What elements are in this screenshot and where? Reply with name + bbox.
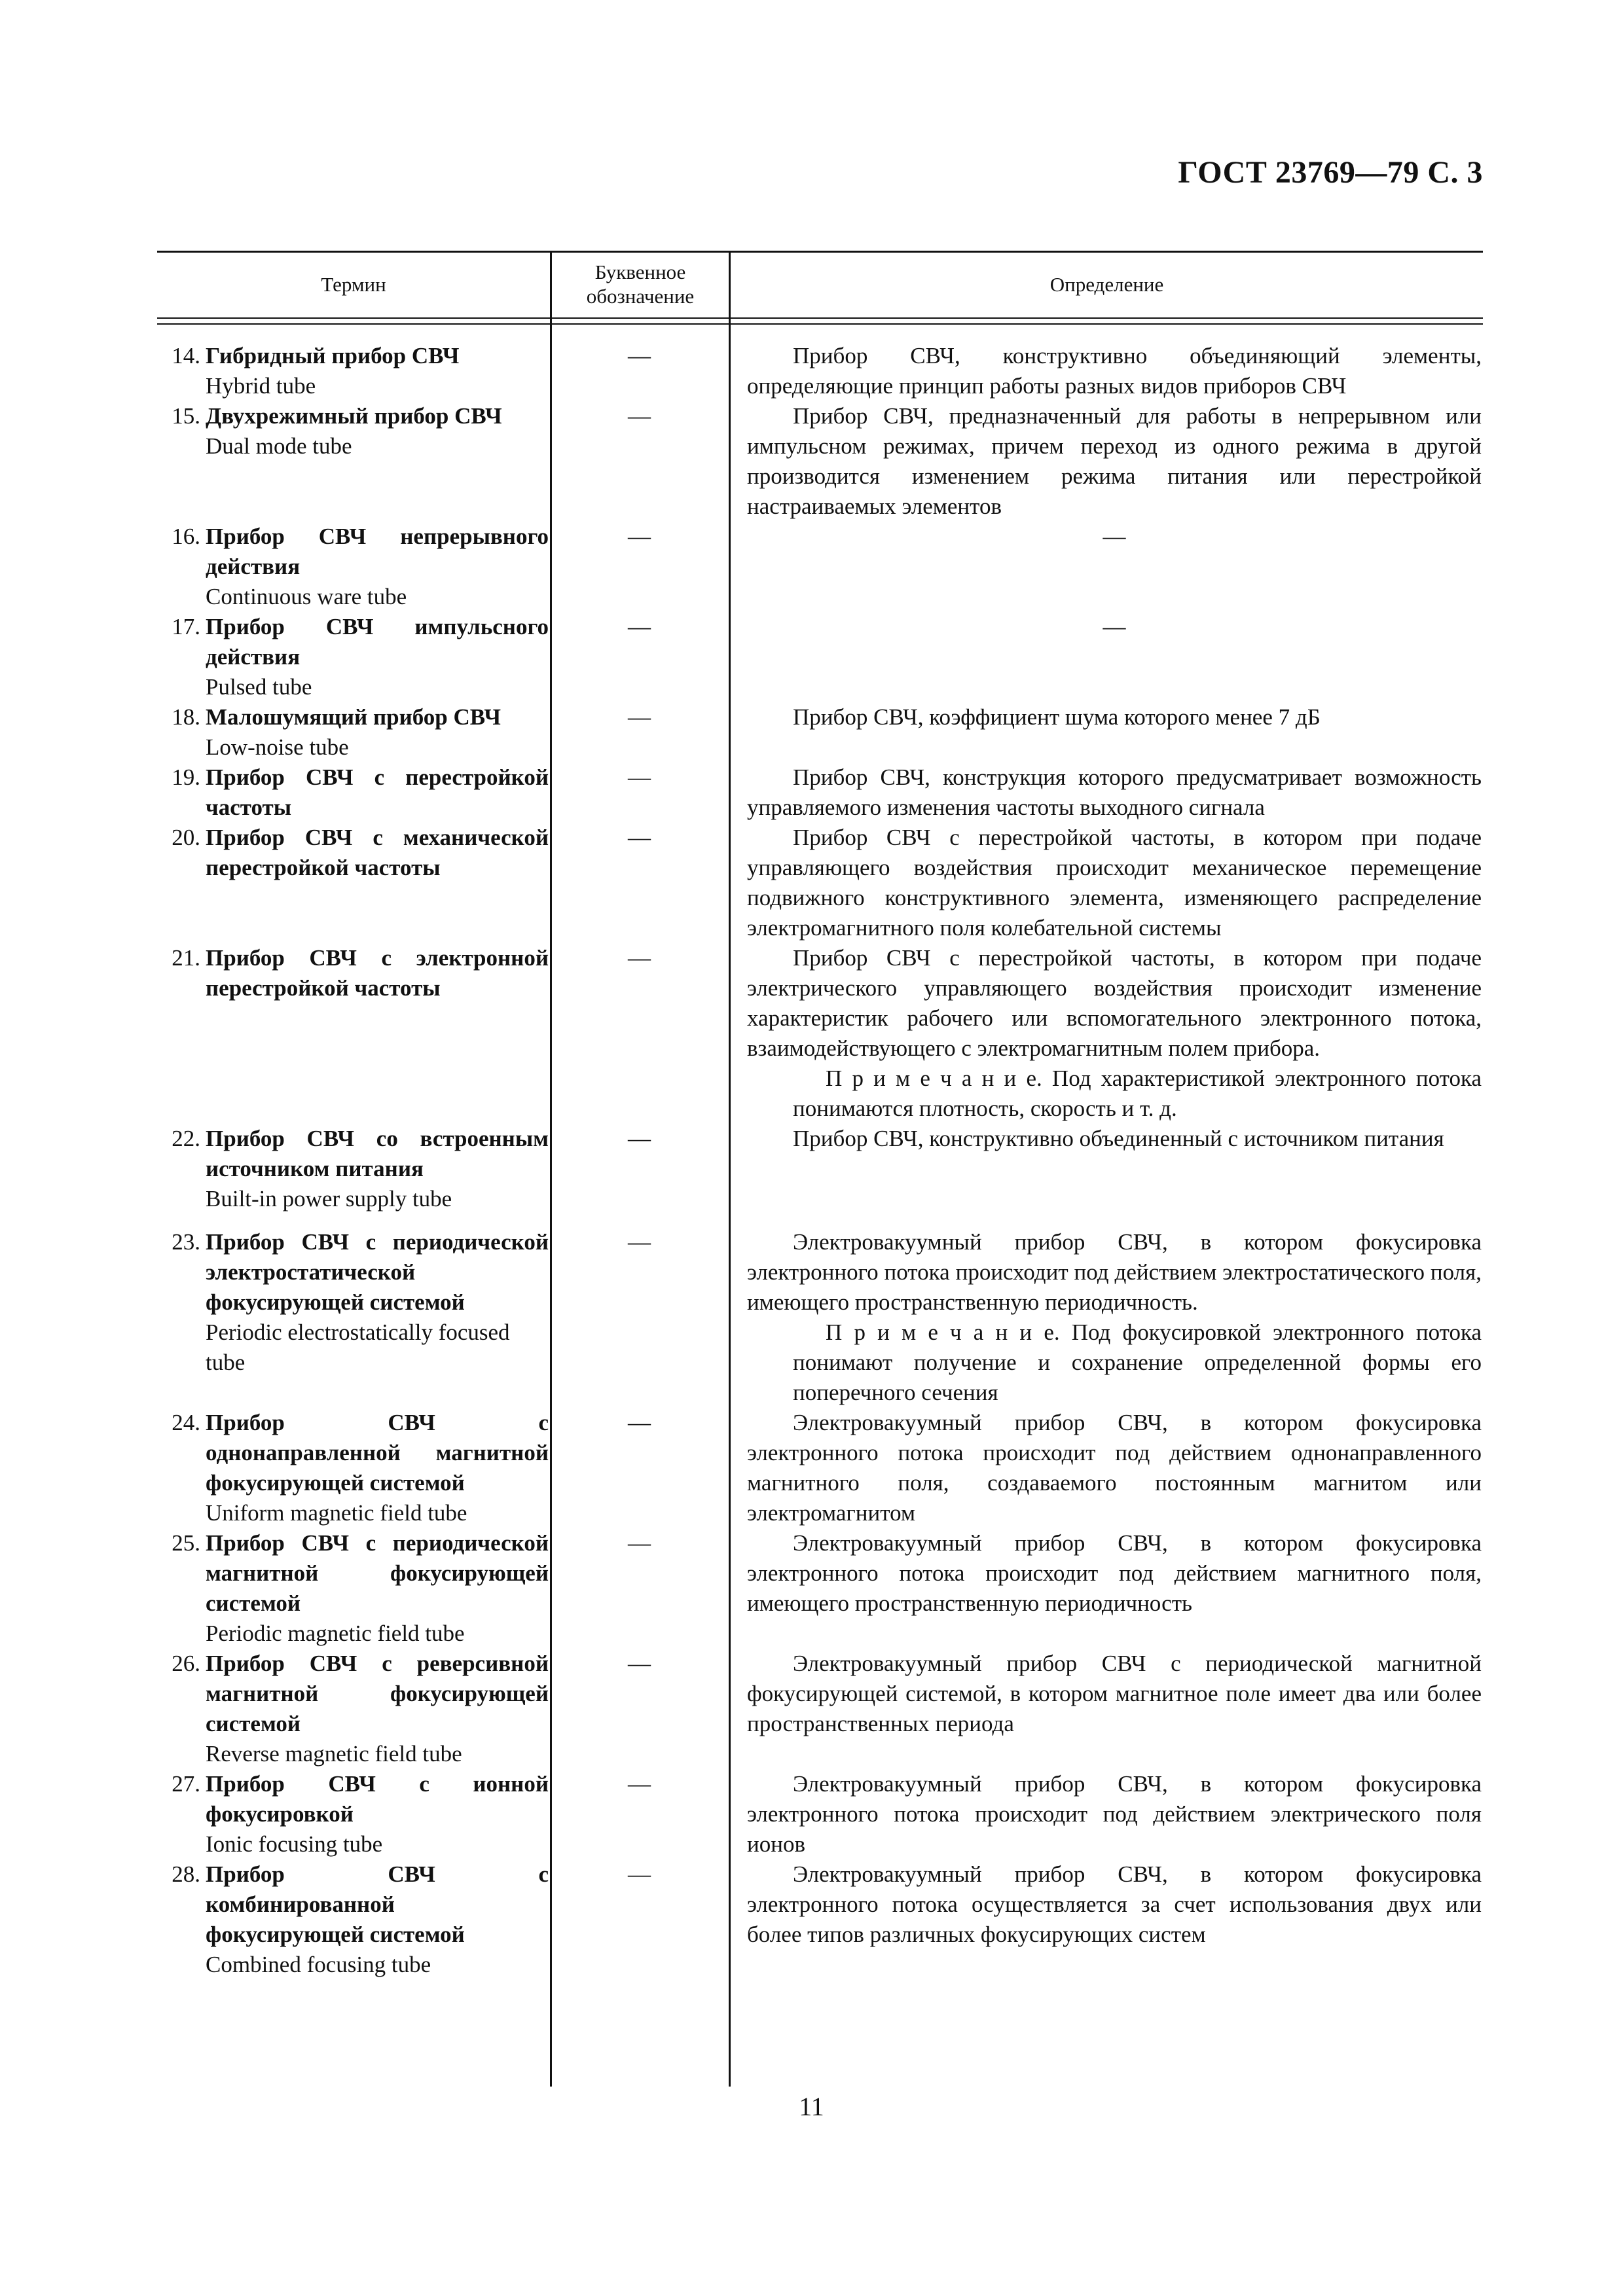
term-cell (157, 1124, 550, 1214)
symbol-cell: — (628, 524, 651, 549)
term-number: 22. (172, 1126, 200, 1151)
definition-cell (729, 1408, 1483, 1528)
term-line (164, 1528, 549, 1619)
term-line (164, 522, 549, 582)
symbol-cell: — (628, 704, 651, 730)
term-number: 14. (172, 343, 200, 368)
table-row (157, 702, 1483, 762)
term-english: Periodic electrostatically focused tube (206, 1319, 510, 1375)
term-english: Periodic magnetic field tube (206, 1621, 465, 1646)
table-row (157, 1649, 1483, 1769)
definition-cell (729, 401, 1483, 522)
term-english: Reverse magnetic field tube (206, 1741, 462, 1767)
term-line (164, 341, 549, 371)
table-row (157, 762, 1483, 823)
definition-text: Электровакуумный прибор СВЧ, в котором фокусировка электронного потока происходит под действием электрического поля ионов (747, 1771, 1482, 1857)
term-english: Continuous ware tube (206, 584, 407, 609)
symbol-cell: — (628, 1771, 651, 1797)
term-russian: Прибор СВЧ с ионной фокусировкой (206, 1771, 549, 1827)
term-number: 16. (172, 524, 200, 549)
symbol-cell: — (628, 1126, 651, 1151)
symbol-cell: — (628, 1861, 651, 1887)
term-cell (157, 1859, 550, 1980)
header-rule (157, 317, 1483, 319)
definition-text: — (1103, 614, 1126, 639)
term-english: Ionic focusing tube (206, 1831, 383, 1857)
term-russian: Прибор СВЧ непрерывного действия (206, 524, 549, 579)
table-row (157, 943, 1483, 1124)
table-row (157, 1769, 1483, 1859)
term-line (164, 702, 549, 732)
definition-cell (729, 1649, 1483, 1769)
table-row (157, 341, 1483, 401)
definition-text: Электровакуумный прибор СВЧ, в котором фокусировка электронного потока происходит под действием электростатического поля, имеющего пространственную периодичность. (747, 1229, 1482, 1315)
table-row (157, 1859, 1483, 1980)
definition-text: Электровакуумный прибор СВЧ, в котором фокусировка электронного потока осуществляется за счет использования двух или более типов различных фокусирующих систем (747, 1861, 1482, 1947)
term-cell (157, 1408, 550, 1528)
term-number: 17. (172, 614, 200, 639)
term-line (164, 943, 549, 1003)
definition-text: Прибор СВЧ, конструктивно объединяющий элементы, определяющие принцип работы разных видов приборов СВЧ (747, 343, 1482, 399)
term-russian: Прибор СВЧ с однонаправленной магнитной фокусирующей системой (206, 1410, 549, 1496)
term-line (164, 1859, 549, 1950)
definition-text: Прибор СВЧ, предназначенный для работы в непрерывном или импульсном режимах, причем переход из одного режима в другой производится изменением режима питания или перестройкой настраиваемых элементов (747, 403, 1482, 519)
term-english: Uniform magnetic field tube (206, 1500, 467, 1526)
term-cell (157, 1227, 550, 1408)
term-russian: Прибор СВЧ с электронной перестройкой частоты (206, 945, 549, 1001)
table-row (157, 401, 1483, 522)
page-number: 11 (799, 2092, 824, 2121)
term-number: 20. (172, 825, 200, 850)
term-number: 26. (172, 1651, 200, 1676)
term-line (164, 1769, 549, 1829)
symbol-cell: — (628, 1651, 651, 1676)
term-cell (157, 762, 550, 823)
term-cell (157, 612, 550, 702)
term-cell (157, 1769, 550, 1859)
term-russian: Малошумящий прибор СВЧ (206, 704, 501, 730)
term-number: 19. (172, 764, 200, 790)
term-english: Low-noise tube (206, 734, 349, 760)
term-line (164, 1124, 549, 1184)
definition-text: Прибор СВЧ, коэффициент шума которого менее 7 дБ (793, 704, 1321, 730)
column-header-definition: Определение (1049, 272, 1164, 296)
symbol-cell: — (628, 614, 651, 639)
definition-note: П р и м е ч а н и е. Под характеристикой электронного потока понимаются плотность, скорость и т. д. (793, 1066, 1482, 1121)
term-russian: Прибор СВЧ с периодической электростатической фокусирующей системой (206, 1229, 549, 1315)
symbol-cell: — (628, 343, 651, 368)
header-rule-double (157, 323, 1483, 325)
term-cell (157, 702, 550, 762)
definition-cell (729, 1859, 1483, 1980)
symbol-cell: — (628, 945, 651, 971)
definition-cell (729, 1124, 1483, 1214)
symbol-cell: — (628, 1229, 651, 1255)
definition-cell (729, 943, 1483, 1124)
table-row (157, 1124, 1483, 1214)
symbol-cell: — (628, 825, 651, 850)
term-line (164, 762, 549, 823)
term-number: 24. (172, 1410, 200, 1435)
term-english: Combined focusing tube (206, 1952, 431, 1977)
table-row (157, 1528, 1483, 1649)
definition-text: Прибор СВЧ с перестройкой частоты, в котором при подаче электрического управляющего воздействия происходит изменение характеристик рабочего или вспомогательного электронного потока, взаимодействующего с электромагнитным полем прибора. (747, 945, 1482, 1061)
term-cell (157, 943, 550, 1124)
term-line (164, 1408, 549, 1498)
term-cell (157, 1528, 550, 1649)
definition-cell (729, 1769, 1483, 1859)
table-row (157, 1227, 1483, 1408)
term-english: Pulsed tube (206, 674, 312, 700)
term-russian: Прибор СВЧ с перестройкой частоты (206, 764, 549, 820)
term-line (164, 1227, 549, 1318)
definition-text: Электровакуумный прибор СВЧ, в котором фокусировка электронного потока происходит под действием магнитного поля, имеющего пространственную периодичность (747, 1530, 1482, 1616)
term-english: Built-in power supply tube (206, 1186, 452, 1211)
table-row (157, 823, 1483, 943)
term-number: 18. (172, 704, 200, 730)
symbol-cell: — (628, 403, 651, 429)
term-russian: Прибор СВЧ со встроенным источником питания (206, 1126, 549, 1181)
definition-cell (729, 1528, 1483, 1649)
definition-text: Прибор СВЧ, конструкция которого предусматривает возможность управляемого изменения частоты выходного сигнала (747, 764, 1482, 820)
definition-cell (729, 702, 1483, 762)
term-russian: Прибор СВЧ импульсного действия (206, 614, 549, 670)
term-russian: Прибор СВЧ с периодической магнитной фокусирующей системой (206, 1530, 549, 1616)
term-number: 15. (172, 403, 200, 429)
table-body (157, 341, 1483, 1980)
term-line (164, 823, 549, 883)
column-header-term: Термин (321, 272, 386, 296)
term-line (164, 401, 549, 431)
term-number: 28. (172, 1861, 200, 1887)
definition-text: Прибор СВЧ, конструктивно объединенный с источником питания (793, 1126, 1444, 1151)
definition-text: Электровакуумный прибор СВЧ, в котором фокусировка электронного потока происходит под действием однонаправленного магнитного поля, создаваемого постоянным магнитом или электромагнитом (747, 1410, 1482, 1526)
symbol-cell: — (628, 1530, 651, 1556)
definition-text: Прибор СВЧ с перестройкой частоты, в котором при подаче управляющего воздействия происходит механическое перемещение подвижного конструктивного элемента, изменяющего распределение электромагнитного поля колебательной системы (747, 825, 1482, 941)
term-number: 27. (172, 1771, 200, 1797)
term-english: Dual mode tube (206, 433, 352, 459)
table-row (157, 612, 1483, 702)
definition-cell (729, 612, 1483, 702)
definition-cell (729, 823, 1483, 943)
column-header-symbol: Буквенное обозначение (586, 260, 695, 308)
term-number: 21. (172, 945, 200, 971)
term-number: 23. (172, 1229, 200, 1255)
definition-cell (729, 522, 1483, 612)
term-cell (157, 1649, 550, 1769)
term-line (164, 1649, 549, 1739)
table-row (157, 1408, 1483, 1528)
term-cell (157, 401, 550, 522)
table-row (157, 522, 1483, 612)
term-russian: Гибридный прибор СВЧ (206, 343, 460, 368)
definition-text: — (1103, 524, 1126, 549)
term-russian: Прибор СВЧ с реверсивной магнитной фокусирующей системой (206, 1651, 549, 1736)
term-english: Hybrid tube (206, 373, 316, 399)
term-cell (157, 522, 550, 612)
term-number: 25. (172, 1530, 200, 1556)
term-russian: Прибор СВЧ с механической перестройкой частоты (206, 825, 549, 880)
term-russian: Прибор СВЧ с комбинированной фокусирующей системой (206, 1861, 549, 1947)
definition-note: П р и м е ч а н и е. Под фокусировкой электронного потока понимают получение и сохранение определенной формы его поперечного сечения (793, 1319, 1482, 1405)
term-cell (157, 823, 550, 943)
term-russian: Двухрежимный прибор СВЧ (206, 403, 502, 429)
term-line (164, 612, 549, 672)
symbol-cell: — (628, 1410, 651, 1435)
definition-cell (729, 1227, 1483, 1408)
symbol-cell: — (628, 764, 651, 790)
definition-cell (729, 762, 1483, 823)
definition-text: Электровакуумный прибор СВЧ с периодической магнитной фокусирующей системой, в котором магнитное поле имеет два или более пространственных периода (747, 1651, 1482, 1736)
term-cell (157, 341, 550, 401)
standard-code-header: ГОСТ 23769—79 С. 3 (1178, 155, 1483, 190)
terms-table (157, 251, 1483, 2087)
definition-cell (729, 341, 1483, 401)
